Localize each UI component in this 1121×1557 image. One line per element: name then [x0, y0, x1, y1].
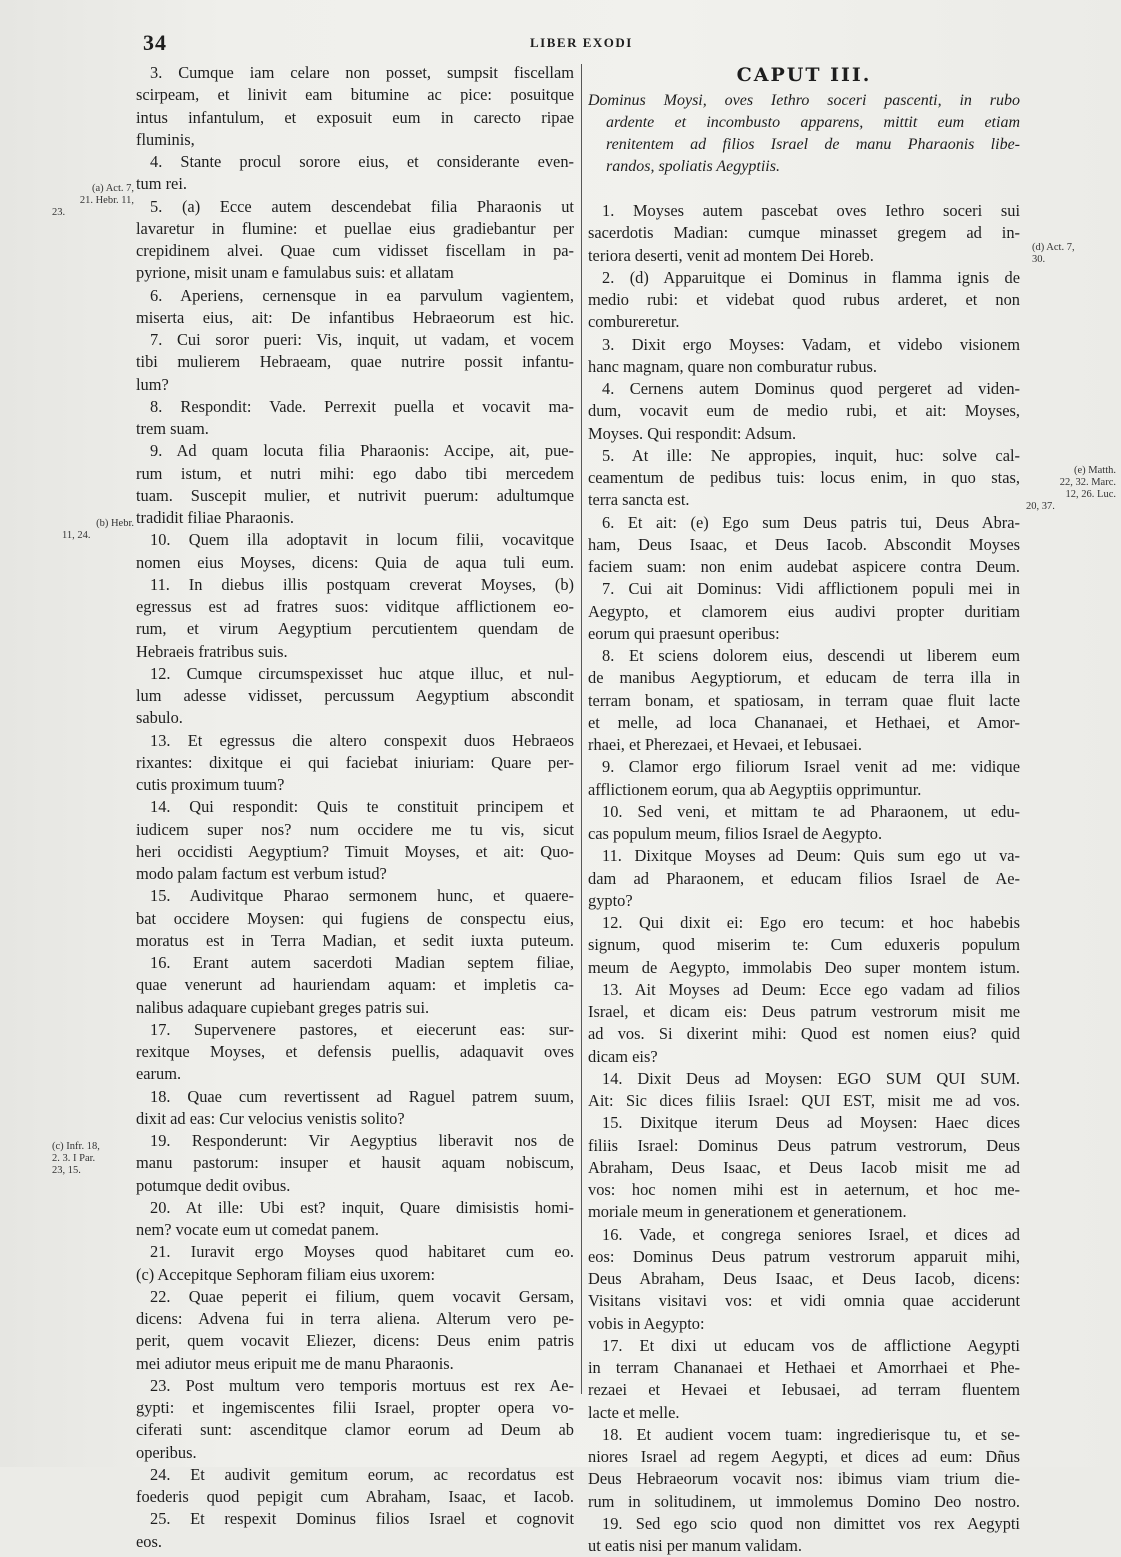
text-line: 3. Cumque iam celare non posset, sumpsit fiscellam — [150, 63, 574, 82]
text-line: 7. Cui ait Dominus: Vidi afflictionem populi mei in — [602, 579, 1020, 599]
text-line: filiis Israel: Dominus Deus patrum vestrorum, Deus — [588, 1135, 1020, 1155]
text-line: iudicem super nos? num occidere me tu vis, sicut — [136, 819, 574, 839]
text-line: 11. Dixitque Moyses ad Deum: Quis sum ego ut va- — [602, 846, 1020, 866]
summary-line: ardente et incombusto apparens, mittit eum etiam — [606, 114, 1020, 131]
text-line: 15. Dixitque iterum Deus ad Moysen: Haec dices — [602, 1113, 1020, 1133]
margin-note-line: (c) Infr. 18, — [52, 1141, 100, 1152]
margin-note-line: (d) Act. 7, — [1032, 242, 1075, 253]
text-line: perit, quem vocavit Eliezer, dicens: Deus enim patris — [136, 1331, 574, 1351]
text-line: dicens: Advena fui in terra aliena. Alterum vero pe- — [136, 1309, 574, 1328]
text-line: 12. Qui dixit ei: Ego ero tecum: et hoc habebis — [602, 913, 1020, 932]
text-line: fluminis, — [136, 129, 195, 149]
text-line: rexitque Moyses, et defensis puellis, adaquavit oves — [136, 1042, 574, 1061]
summary-line: Dominus Moysi, oves Iethro soceri pascenti, in rubo — [588, 92, 1020, 109]
text-line: moratus est in Terra Madian, et sedit iuxta puteum. — [136, 930, 574, 950]
page-number: 34 — [143, 30, 167, 55]
text-line: foederis quod pepigit cum Abraham, Isaac, et Iacob. — [136, 1487, 574, 1506]
text-line: 14. Dixit Deus ad Moysen: EGO SUM QUI SUM. — [602, 1068, 1020, 1088]
right-column — [588, 62, 1020, 1557]
margin-note-line: 23. — [52, 207, 66, 218]
text-line: lavaretur in flumine: et puellae eius gradiebantur per — [136, 218, 574, 238]
text-line: 9. Ad quam locuta filia Pharaonis: Accipe, ait, pue- — [150, 441, 574, 461]
text-line: dixit ad eas: Cur velocius venistis solito? — [136, 1108, 405, 1128]
margin-note-a — [52, 183, 134, 219]
right-column-text — [588, 200, 1020, 1557]
text-line: 10. Quem illa adoptavit in locum filii, vocavitque — [150, 530, 574, 550]
text-line: rezaei et Hevaei et Iebusaei, ad terram fluentem — [588, 1380, 1020, 1400]
text-line: teriora deserti, venit ad montem Dei Horeb. — [588, 245, 874, 265]
margin-note-line: 23, 15. — [52, 1165, 81, 1176]
text-line: Moyses. Qui respondit: Adsum. — [588, 423, 797, 443]
margin-note-line: (e) Matth. — [1074, 465, 1116, 476]
margin-note-line: 30. — [1032, 254, 1046, 265]
chapter-summary — [588, 90, 1020, 178]
text-line: eos. — [136, 1531, 162, 1551]
text-line: 9. Clamor ergo filiorum Israel venit ad me: vidique — [602, 757, 1020, 777]
text-line: rum, et virum Aegyptium percutientem quendam de — [136, 619, 574, 639]
text-line: 16. Erant autem sacerdoti Madian septem filiae, — [150, 953, 574, 972]
text-line: 20. At ille: Ubi est? inquit, Quare dimisistis homi- — [150, 1197, 574, 1217]
text-line: mei adiutor meus eripuit me de manu Pharaonis. — [136, 1353, 454, 1373]
text-line: eorum qui praesunt operibus: — [588, 623, 780, 643]
text-line: meum de Aegypto, immolabis Deo super montem istum. — [588, 957, 1020, 977]
text-line: Israel, et dicam eis: Deus patrum vestrorum misit me — [588, 1002, 1020, 1021]
margin-note-line: 2. 3. I Par. — [52, 1153, 96, 1164]
text-line: lum adesse vidisset, percussum Aegyptium abscondit — [136, 686, 574, 705]
text-line: medio rubi: et videbat quod rubus arderet, et non — [588, 290, 1020, 309]
text-line: Aegypto, et clamorem eius audivi propter duritiam — [588, 601, 1020, 621]
margin-note-line: (b) Hebr. — [96, 518, 134, 529]
text-line: Abraham, Deus Isaac, et Deus Iacob misit me ad — [588, 1157, 1020, 1177]
text-line: pyrione, misit unam e famulabus suis: et allatam — [136, 263, 454, 283]
text-line: 1. Moyses autem pascebat oves Iethro soceri sui — [602, 201, 1020, 220]
text-line: miserta eius, ait: De infantibus Hebraeorum est hic. — [136, 307, 574, 327]
text-line: Deus Abraham, Deus Isaac, et Deus Iacob, dicens: — [588, 1269, 1020, 1288]
text-line: 11. In diebus illis postquam creverat Moyses, (b) — [150, 574, 574, 594]
text-line: 19. Sed ego scio quod non dimittet vos rex Aegypti — [602, 1513, 1020, 1533]
text-line: 4. Stante procul sorore eius, et considerante even- — [150, 152, 574, 171]
text-line: de manibus Aegyptiorum, et educam de terra illa in — [588, 668, 1020, 688]
text-line: Ait: Sic dices filiis Israel: QUI EST, misit me ad vos. — [588, 1091, 1020, 1110]
text-line: combureretur. — [588, 312, 680, 332]
left-column — [136, 62, 574, 1553]
margin-note-d — [1032, 242, 1114, 266]
text-line: cas populum meum, filios Israel de Aegypto. — [588, 824, 883, 843]
margin-note-line: 20, 37. — [1026, 501, 1055, 512]
text-line: 23. Post multum vero temporis mortuus est rex Ae- — [150, 1375, 574, 1395]
text-line: vos: hoc nomen mihi est in aeternum, et hoc me- — [588, 1180, 1020, 1199]
chapter-heading: CAPUT III. — [736, 64, 872, 86]
text-line: cutis proximum tuum? — [136, 775, 285, 794]
margin-note-b — [62, 518, 134, 542]
text-line: rum in solitudinem, ut immolemus Domino Deo nostro. — [588, 1491, 1020, 1511]
text-line: 24. Et audivit gemitum eorum, ac recordatus est — [150, 1464, 574, 1484]
text-line: nem? vocate eum ut comedat panem. — [136, 1220, 380, 1239]
text-line: dam ad Pharaonem, et educam filios Israel de Ae- — [588, 868, 1020, 888]
text-line: potumque dedit ovibus. — [136, 1175, 291, 1195]
text-line: 5. At ille: Ne appropies, inquit, huc: solve cal- — [602, 445, 1020, 465]
text-line: Hebraeis fratribus suis. — [136, 641, 288, 661]
text-line: quae venerunt ad hauriendam aquam: et impletis ca- — [136, 975, 574, 995]
text-line: gypti: et ingemiscentes filii Israel, propter opera vo- — [136, 1398, 574, 1417]
text-line: intus infantulum, et exposuit eum in carecto ripae — [136, 107, 574, 127]
text-line: 10. Sed veni, et mittam te ad Pharaonem, ut edu- — [602, 801, 1020, 821]
text-line: 12. Cumque circumspexisset huc atque illuc, et nul- — [150, 663, 574, 683]
text-line: Visitans visitavi vos: et vidi omnia quae acciderunt — [588, 1291, 1020, 1311]
text-line: sabulo. — [136, 708, 183, 728]
text-line: tum rei. — [136, 174, 187, 194]
text-line: 18. Et audient vocem tuam: ingredierisque tu, et se- — [602, 1424, 1020, 1444]
text-line: rixantes: dixitque ei qui faciebat iniuriam: Quare per- — [136, 752, 574, 772]
text-line: 2. (d) Apparuitque ei Dominus in flamma ignis de — [602, 267, 1020, 287]
text-line: trem suam. — [136, 419, 209, 438]
text-line: nalibus adaquare cupiebant greges patris sui. — [136, 997, 430, 1017]
text-line: et melle, ad loca Chananaei, et Hethaei, et Amor- — [588, 712, 1020, 732]
text-line: lacte et melle. — [588, 1402, 680, 1422]
text-line: operibus. — [136, 1442, 197, 1462]
text-line: 13. Et egressus die altero conspexit duos Hebraeos — [150, 730, 574, 750]
text-line: ham, Deus Isaac, et Deus Iacob. Abscondit Moyses — [588, 534, 1020, 554]
margin-note-c — [52, 1141, 134, 1177]
text-line: 7. Cui soror pueri: Vis, inquit, ut vadam, et vocem — [150, 330, 574, 349]
text-line: dum, vocavit eum de medio rubi, et ait: Moyses, — [588, 401, 1020, 421]
text-line: sacerdotis Madian: cumque minasset gregem ad in- — [588, 223, 1020, 243]
text-line: 15. Audivitque Pharao sermonem hunc, et quaere- — [150, 886, 574, 906]
text-line: 16. Vade, et congrega seniores Israel, et dices ad — [602, 1224, 1020, 1244]
text-line: 18. Quae cum revertissent ad Raguel patrem suum, — [150, 1086, 574, 1106]
text-line: 5. (a) Ecce autem descendebat filia Pharaonis ut — [150, 196, 574, 216]
text-line: tibi mulierem Hebraeam, quae nutrire possit infantu- — [136, 352, 574, 372]
text-line: tuam. Suscepit mulier, et nutrivit puerum: adultumque — [136, 485, 574, 505]
margin-note-line: 12, 26. Luc. — [1065, 489, 1116, 500]
running-title: LIBER EXODI — [530, 35, 633, 50]
spacer — [588, 178, 1020, 200]
text-line: hanc magnam, quare non comburatur rubus. — [588, 356, 878, 376]
text-line: ceamentum de pedibus tuis: locus enim, in quo stas, — [588, 468, 1020, 487]
text-line: vobis in Aegypto: — [588, 1313, 705, 1333]
text-line: 4. Cernens autem Dominus quod pergeret ad viden- — [602, 379, 1020, 398]
text-line: heri occidisti Aegyptium? Timuit Moyses, et ait: Quo- — [136, 841, 574, 861]
text-line: ut eatis nisi per manum validam. — [588, 1536, 802, 1555]
text-line: dicam eis? — [588, 1046, 658, 1066]
text-line: eos: Dominus Deus patrum vestrorum apparuit mihi, — [588, 1246, 1020, 1266]
summary-line: renitentem ad filios Israel de manu Pharaonis libe- — [606, 136, 1020, 153]
margin-note-line: 22, 32. Marc. — [1059, 477, 1116, 488]
margin-note-e — [1026, 465, 1116, 513]
text-line: scirpeam, et linivit eam bitumine ac pice: posuitque — [136, 85, 574, 105]
text-line: 14. Qui respondit: Quis te constituit principem et — [150, 797, 574, 817]
text-line: gypto? — [588, 890, 633, 910]
text-line: 17. Et dixi ut educam vos de afflictione Aegypti — [602, 1335, 1020, 1355]
text-line: 13. Ait Moyses ad Deum: Ecce ego vadam ad filios — [602, 979, 1020, 999]
text-line: 6. Aperiens, cernensque in ea parvulum vagientem, — [150, 285, 574, 305]
margin-note-line: 21. Hebr. 11, — [79, 195, 134, 206]
text-line: (c) Accepitque Sephoram filiam eius uxorem: — [136, 1264, 436, 1284]
text-line: ad vos. Si dixerint mihi: Quod est nomen eius? quid — [588, 1024, 1020, 1044]
margin-note-line: 11, 24. — [62, 530, 91, 541]
text-line: lum? — [136, 374, 169, 394]
text-line: bat occidere Moysen: qui fugiens de conspectu eius, — [136, 908, 574, 928]
margin-note-line: (a) Act. 7, — [92, 183, 134, 194]
text-line: 21. Iuravit ergo Moyses quod habitaret cum eo. — [150, 1242, 574, 1262]
text-line: 8. Respondit: Vade. Perrexit puella et vocavit ma- — [150, 396, 574, 416]
text-line: 19. Responderunt: Vir Aegyptius liberavit nos de — [150, 1131, 574, 1150]
text-line: 22. Quae peperit ei filium, quem vocavit Gersam, — [150, 1286, 574, 1306]
text-line: earum. — [136, 1064, 182, 1084]
text-line: Deus Hebraeorum vocavit nos: ibimus viam trium die- — [588, 1469, 1020, 1489]
text-line: moriale meum in generationem et generationem. — [588, 1202, 907, 1222]
text-line: terra sancta est. — [588, 490, 690, 510]
text-line: afflictionem eorum, qua ab Aegyptiis opprimuntur. — [588, 779, 922, 799]
text-line: nomen eius Moyses, dicens: Quia de aqua tuli eum. — [136, 552, 574, 572]
text-line: terram bonam, et spatiosam, in terram quae fluit lacte — [588, 690, 1020, 710]
text-line: manu pastorum: insuper et hausit aquam nobiscum, — [136, 1153, 574, 1173]
text-line: 3. Dixit ergo Moyses: Vadam, et videbo visionem — [602, 334, 1020, 354]
text-line: signum, quod miserim te: Cum eduxeris populum — [588, 935, 1020, 955]
text-line: 6. Et ait: (e) Ego sum Deus patris tui, Deus Abra- — [602, 512, 1020, 532]
text-line: modo palam factum est verbum istud? — [136, 864, 387, 883]
column-divider — [581, 64, 582, 1394]
text-line: faciem suam: non enim audebat aspicere contra Deum. — [588, 557, 1020, 576]
text-line: 25. Et respexit Dominus filios Israel et cognovit — [150, 1509, 574, 1529]
text-line: 17. Supervenere pastores, et eiecerunt eas: sur- — [150, 1019, 574, 1039]
text-line: egressus est ad fratres suos: viditque afflictionem eo- — [136, 597, 574, 616]
text-line: tradidit filiae Pharaonis. — [136, 508, 294, 527]
text-line: rhaei, et Pherezaei, et Hevaei, et Iebusaei. — [588, 735, 862, 754]
text-line: ciferati sunt: ascenditque clamor eorum ad Deum ab — [136, 1420, 574, 1440]
text-line: niores Israel ad regem Aegypti, et dices ad eum: Dñus — [588, 1447, 1020, 1466]
summary-line: randos, spoliatis Aegyptiis. — [606, 158, 780, 175]
text-line: 8. Et sciens dolorem eius, descendi ut liberem eum — [602, 646, 1020, 665]
text-line: crepidinem alvei. Quae cum vidisset fiscellam in pa- — [136, 241, 574, 260]
text-line: rum istum, et nutri mihi: ego dabo tibi mercedem — [136, 463, 574, 483]
text-line: in terram Chananaei et Hethaei et Amorrhaei et Phe- — [588, 1358, 1020, 1377]
